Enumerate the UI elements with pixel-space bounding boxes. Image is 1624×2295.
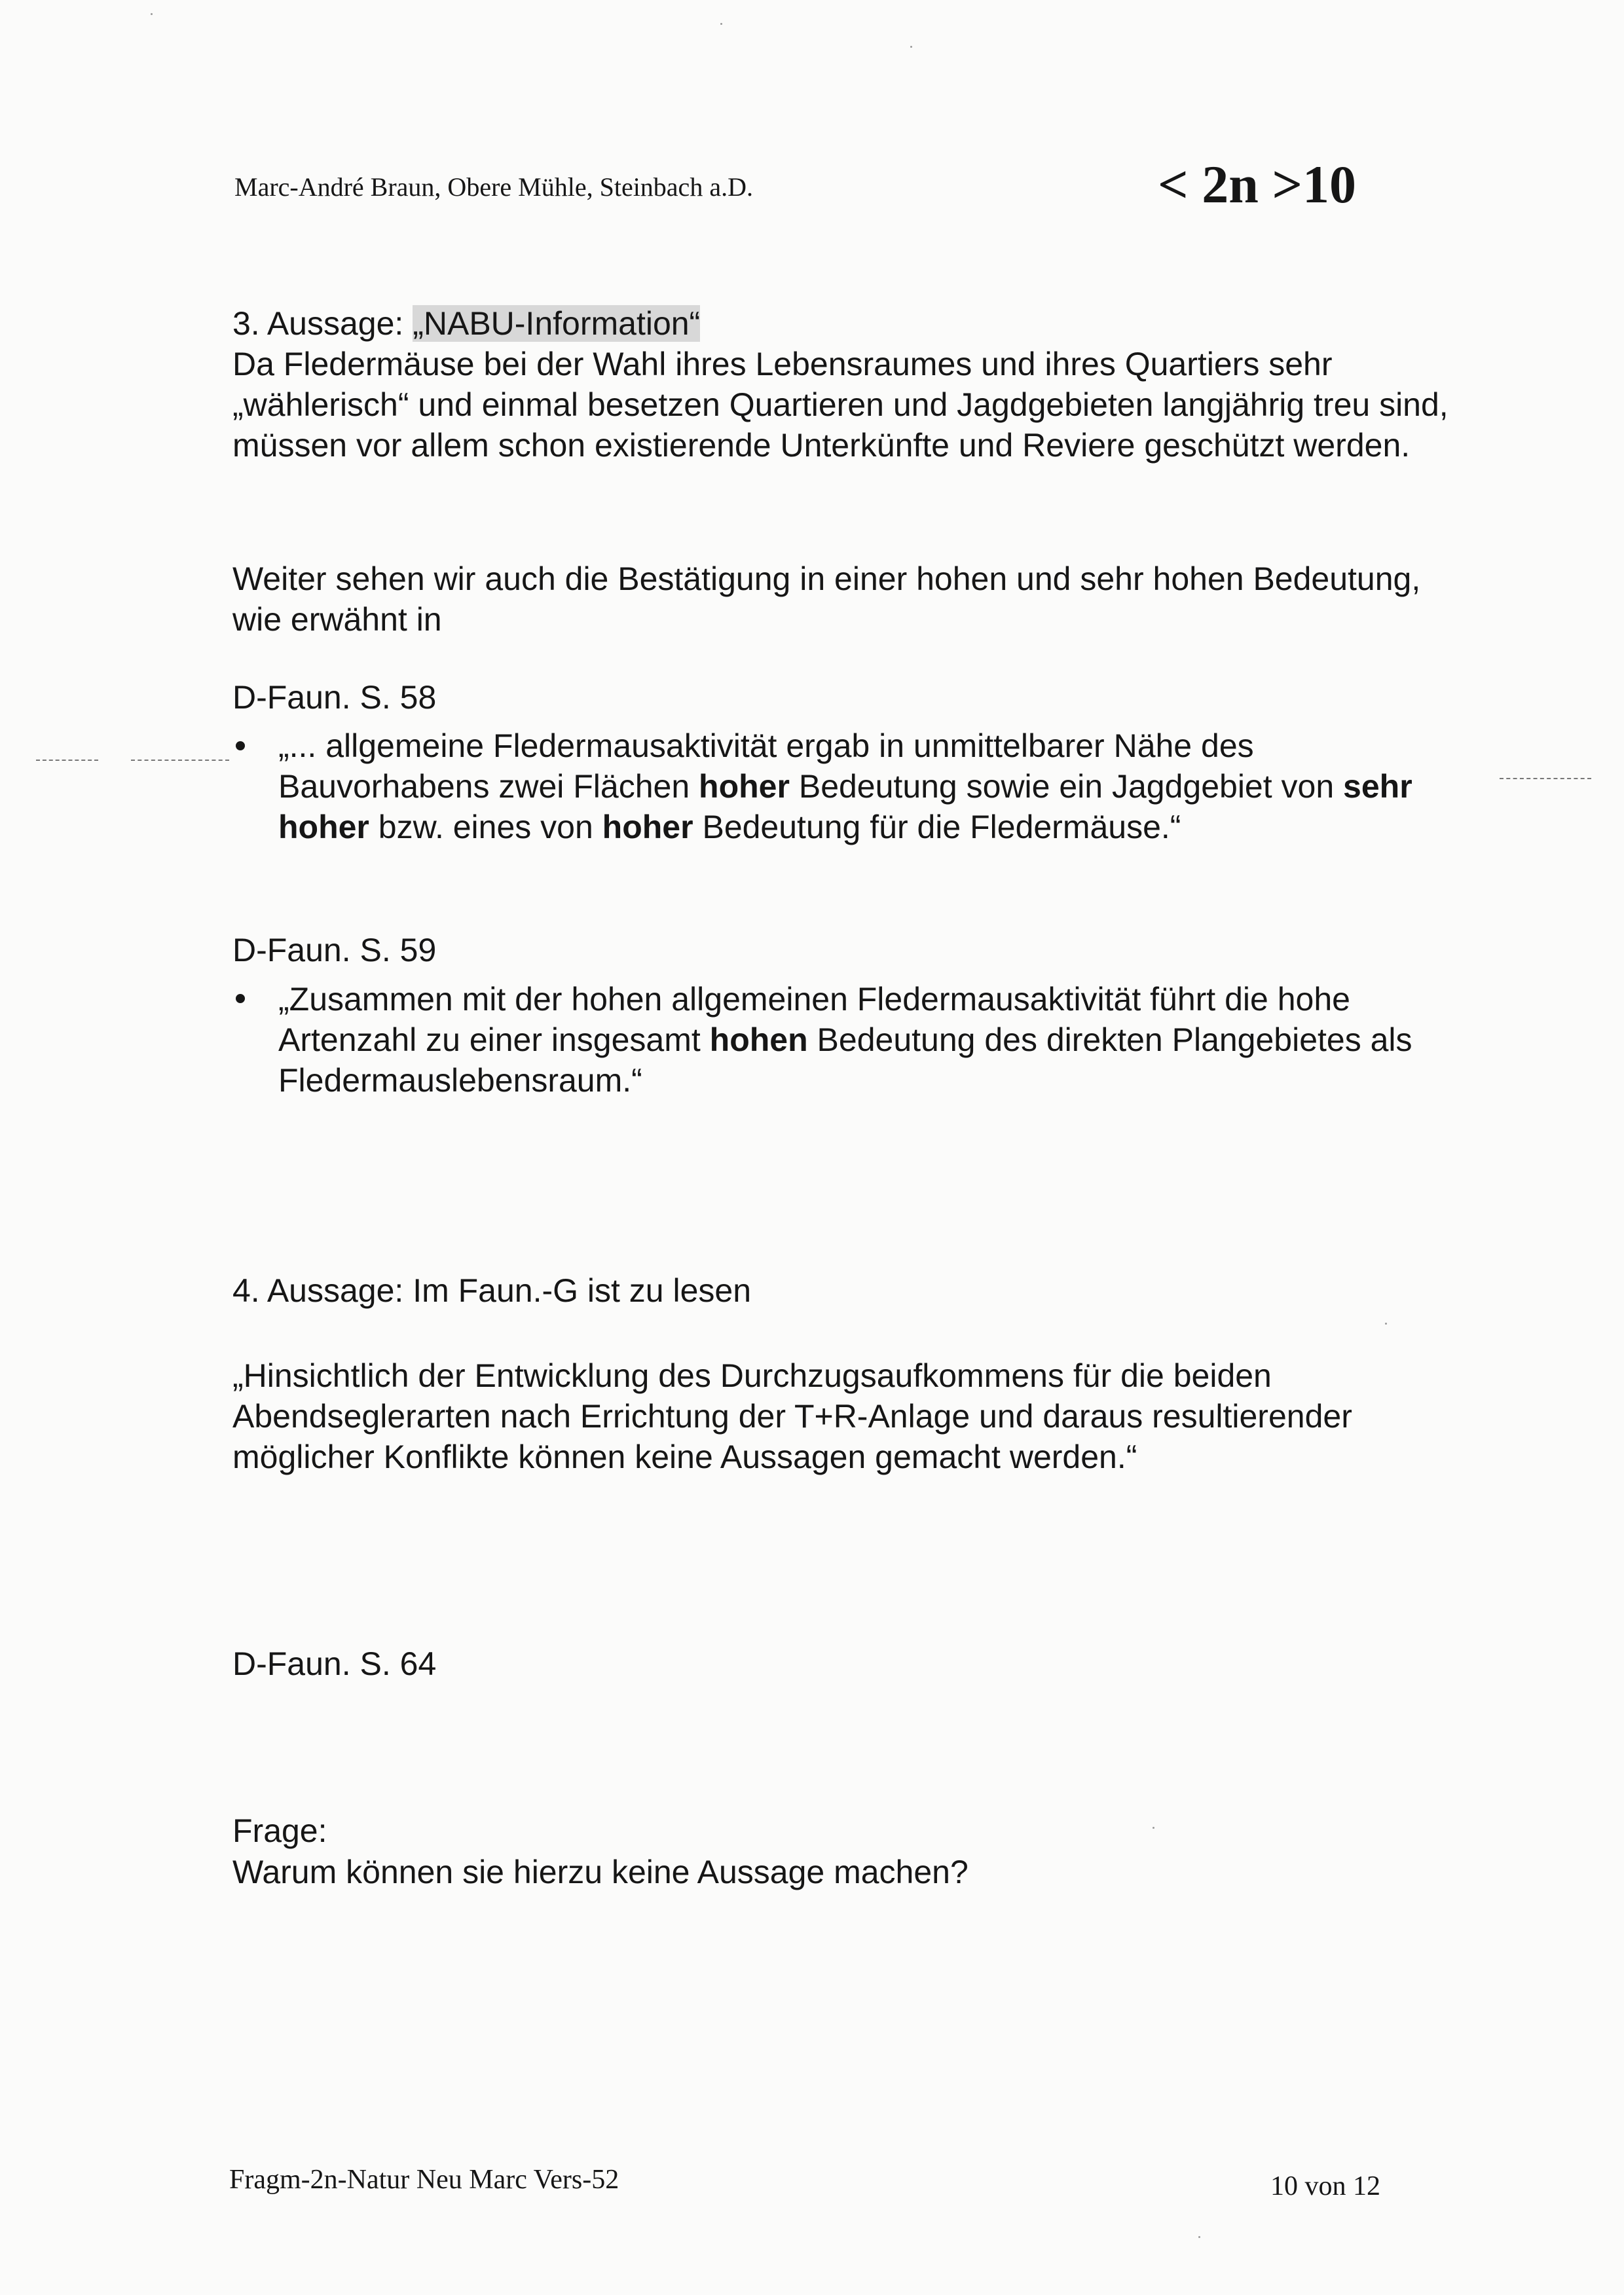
scan-speck [910, 46, 912, 48]
section3-label: 3. Aussage: [232, 305, 404, 342]
quote1-text-b: Bedeutung sowie ein Jagdgebiet von [789, 768, 1344, 805]
section3-reference-2: D-Faun. S. 59 [232, 932, 437, 968]
scan-speck [1198, 2236, 1200, 2238]
scan-speck [720, 23, 722, 25]
quote1-bullet [236, 741, 245, 750]
quote2-text-b: Bedeutung des direkten Plangebietes als Fledermauslebensraum.“ [278, 1021, 1412, 1099]
header-author-line: Marc-André Braun, Obere Mühle, Steinbach a.D. [234, 172, 753, 202]
scan-dash-mark-right [1500, 778, 1591, 779]
quote2-text-a: „Zusammen mit der hohen allgemeinen Fledermausaktivität führt die hohe Artenzahl zu einer insgesamt [278, 981, 1350, 1058]
section3-paragraph-1: Da Fledermäuse bei der Wahl ihres Lebensraumes und ihres Quartiers sehr „wählerisch“ und einmal besetzen Quartieren und Jagdgebieten langjährig treu sind, müssen vor allem schon existierende Unterkünfte und Reviere geschützt werden. [232, 346, 1449, 464]
header-document-code: < 2n >10 [1158, 155, 1357, 214]
scan-speck [1153, 1827, 1154, 1829]
question-text: Warum können sie hierzu keine Aussage machen? [232, 1854, 969, 1890]
scan-dash-mark-left-2 [131, 760, 229, 761]
quote2-bullet [236, 994, 245, 1003]
scan-speck [1385, 1323, 1387, 1325]
quote1-bold-a: hoher [699, 768, 790, 805]
quote2-bold-a: hohen [709, 1021, 808, 1058]
quote1-text-a: „... allgemeine Fledermausaktivität ergab in unmittelbarer Nähe des Bauvorhabens zwei Flächen [278, 727, 1254, 805]
section3-quote-2 [278, 979, 1457, 1101]
section4-reference: D-Faun. S. 64 [232, 1645, 437, 1682]
quote1-bold-b: sehr hoher [278, 768, 1412, 845]
footer-page-number: 10 von 12 [1270, 2171, 1380, 2201]
section3-highlighted-source: „NABU-Information“ [413, 305, 701, 342]
quote1-text-c: bzw. eines von [369, 809, 602, 845]
section3-quote-1 [278, 725, 1457, 847]
section4-quote: „Hinsichtlich der Entwicklung des Durchzugsaufkommens für die beiden Abendseglerarten nach Errichtung der T+R-Anlage und daraus resultierender möglicher Konflikte können keine Aussagen gemacht werden.“ [232, 1357, 1352, 1475]
question-label: Frage: [232, 1812, 327, 1849]
quote1-text-d: Bedeutung für die Fledermäuse.“ [693, 809, 1181, 845]
scan-dash-mark-left [36, 760, 98, 761]
section3-reference-1: D-Faun. S. 58 [232, 679, 437, 716]
scan-speck [151, 13, 153, 15]
quote1-bold-c: hoher [602, 809, 693, 845]
section3-paragraph-2: Weiter sehen wir auch die Bestätigung in einer hohen und sehr hohen Bedeutung, wie erwähnt in [232, 560, 1421, 638]
section3-heading [232, 303, 1450, 344]
footer-document-id: Fragm-2n-Natur Neu Marc Vers-52 [229, 2165, 619, 2195]
section4-heading: 4. Aussage: Im Faun.-G ist zu lesen [232, 1272, 752, 1309]
